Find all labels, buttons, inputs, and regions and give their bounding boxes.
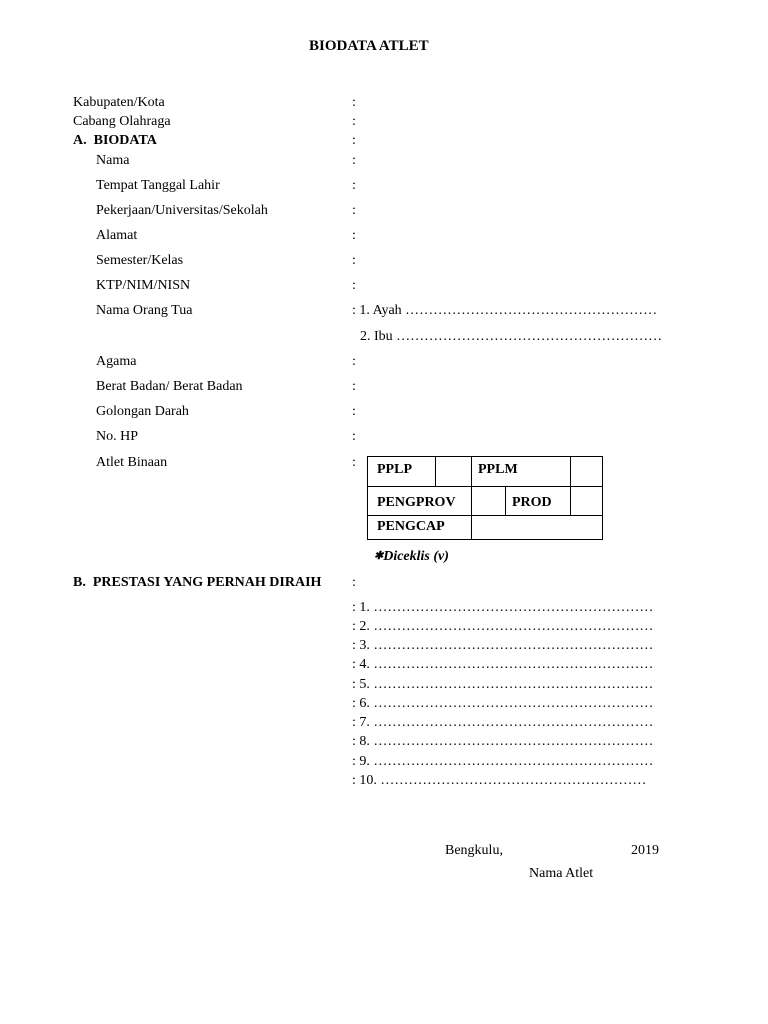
field-sep: : (352, 253, 356, 268)
option-pengprov: PENGPROV (377, 495, 456, 510)
achievement-line: : 4. …………………………………………………… (352, 657, 654, 672)
signature-place: Bengkulu, (445, 843, 503, 858)
field-label-alamat: Alamat (96, 228, 138, 243)
section-b-heading: B. PRESTASI YANG PERNAH DIRAIH (73, 575, 322, 590)
atlet-binaan-table (367, 456, 603, 540)
achievement-line: : 7. …………………………………………………… (352, 715, 654, 730)
field-sep: : (352, 354, 356, 369)
field-sep: : (352, 178, 356, 193)
field-label-ttl: Tempat Tanggal Lahir (96, 178, 220, 193)
achievement-line: : 6. …………………………………………………… (352, 696, 654, 711)
option-pengcap: PENGCAP (377, 519, 445, 534)
field-label-pekerjaan: Pekerjaan/Universitas/Sekolah (96, 203, 268, 218)
field-label-agama: Agama (96, 354, 137, 369)
page-title: BIODATA ATLET (309, 38, 429, 54)
field-label-cabang: Cabang Olahraga (73, 114, 171, 129)
field-sep: : (352, 114, 356, 129)
field-label-ktp: KTP/NIM/NISN (96, 278, 191, 293)
achievement-line: : 2. …………………………………………………… (352, 619, 654, 634)
mother-name-line: 2. Ibu ………………………………………………… (360, 329, 663, 344)
option-prod: PROD (512, 495, 552, 510)
field-label-orang-tua: Nama Orang Tua (96, 303, 193, 318)
achievement-line: : 9. …………………………………………………… (352, 754, 654, 769)
field-sep: : (352, 228, 356, 243)
field-label-no-hp: No. HP (96, 429, 139, 444)
achievement-line: : 8. …………………………………………………… (352, 734, 654, 749)
field-sep: : (352, 203, 356, 218)
section-a-heading: A. BIODATA (73, 133, 157, 148)
option-pplp: PPLP (377, 462, 412, 477)
field-sep: : (352, 404, 356, 419)
field-sep: : (352, 575, 356, 590)
field-sep: : (352, 133, 356, 148)
field-label-atlet-binaan: Atlet Binaan (96, 455, 168, 470)
field-label-berat: Berat Badan/ Berat Badan (96, 379, 243, 394)
field-sep: : (352, 455, 356, 470)
field-sep: : (352, 153, 356, 168)
asterisk-icon: ✱ (374, 550, 384, 562)
father-name-line: : 1. Ayah ……………………………………………… (352, 303, 658, 318)
check-note: ✱Diceklis (v) (374, 549, 449, 564)
signature-name-label: Nama Atlet (529, 866, 594, 881)
field-sep: : (352, 278, 356, 293)
option-pplm: PPLM (478, 462, 518, 477)
achievement-line: : 5. …………………………………………………… (352, 677, 654, 692)
field-sep: : (352, 95, 356, 110)
field-label-kabupaten: Kabupaten/Kota (73, 95, 165, 110)
field-sep: : (352, 429, 356, 444)
field-label-semester: Semester/Kelas (96, 253, 184, 268)
achievement-line: : 1. …………………………………………………… (352, 600, 654, 615)
achievement-line: : 10. ………………………………………………… (352, 773, 647, 788)
field-label-golongan-darah: Golongan Darah (96, 404, 189, 419)
signature-year: 2019 (631, 843, 659, 858)
field-sep: : (352, 379, 356, 394)
field-label-nama: Nama (96, 153, 130, 168)
achievement-line: : 3. …………………………………………………… (352, 638, 654, 653)
